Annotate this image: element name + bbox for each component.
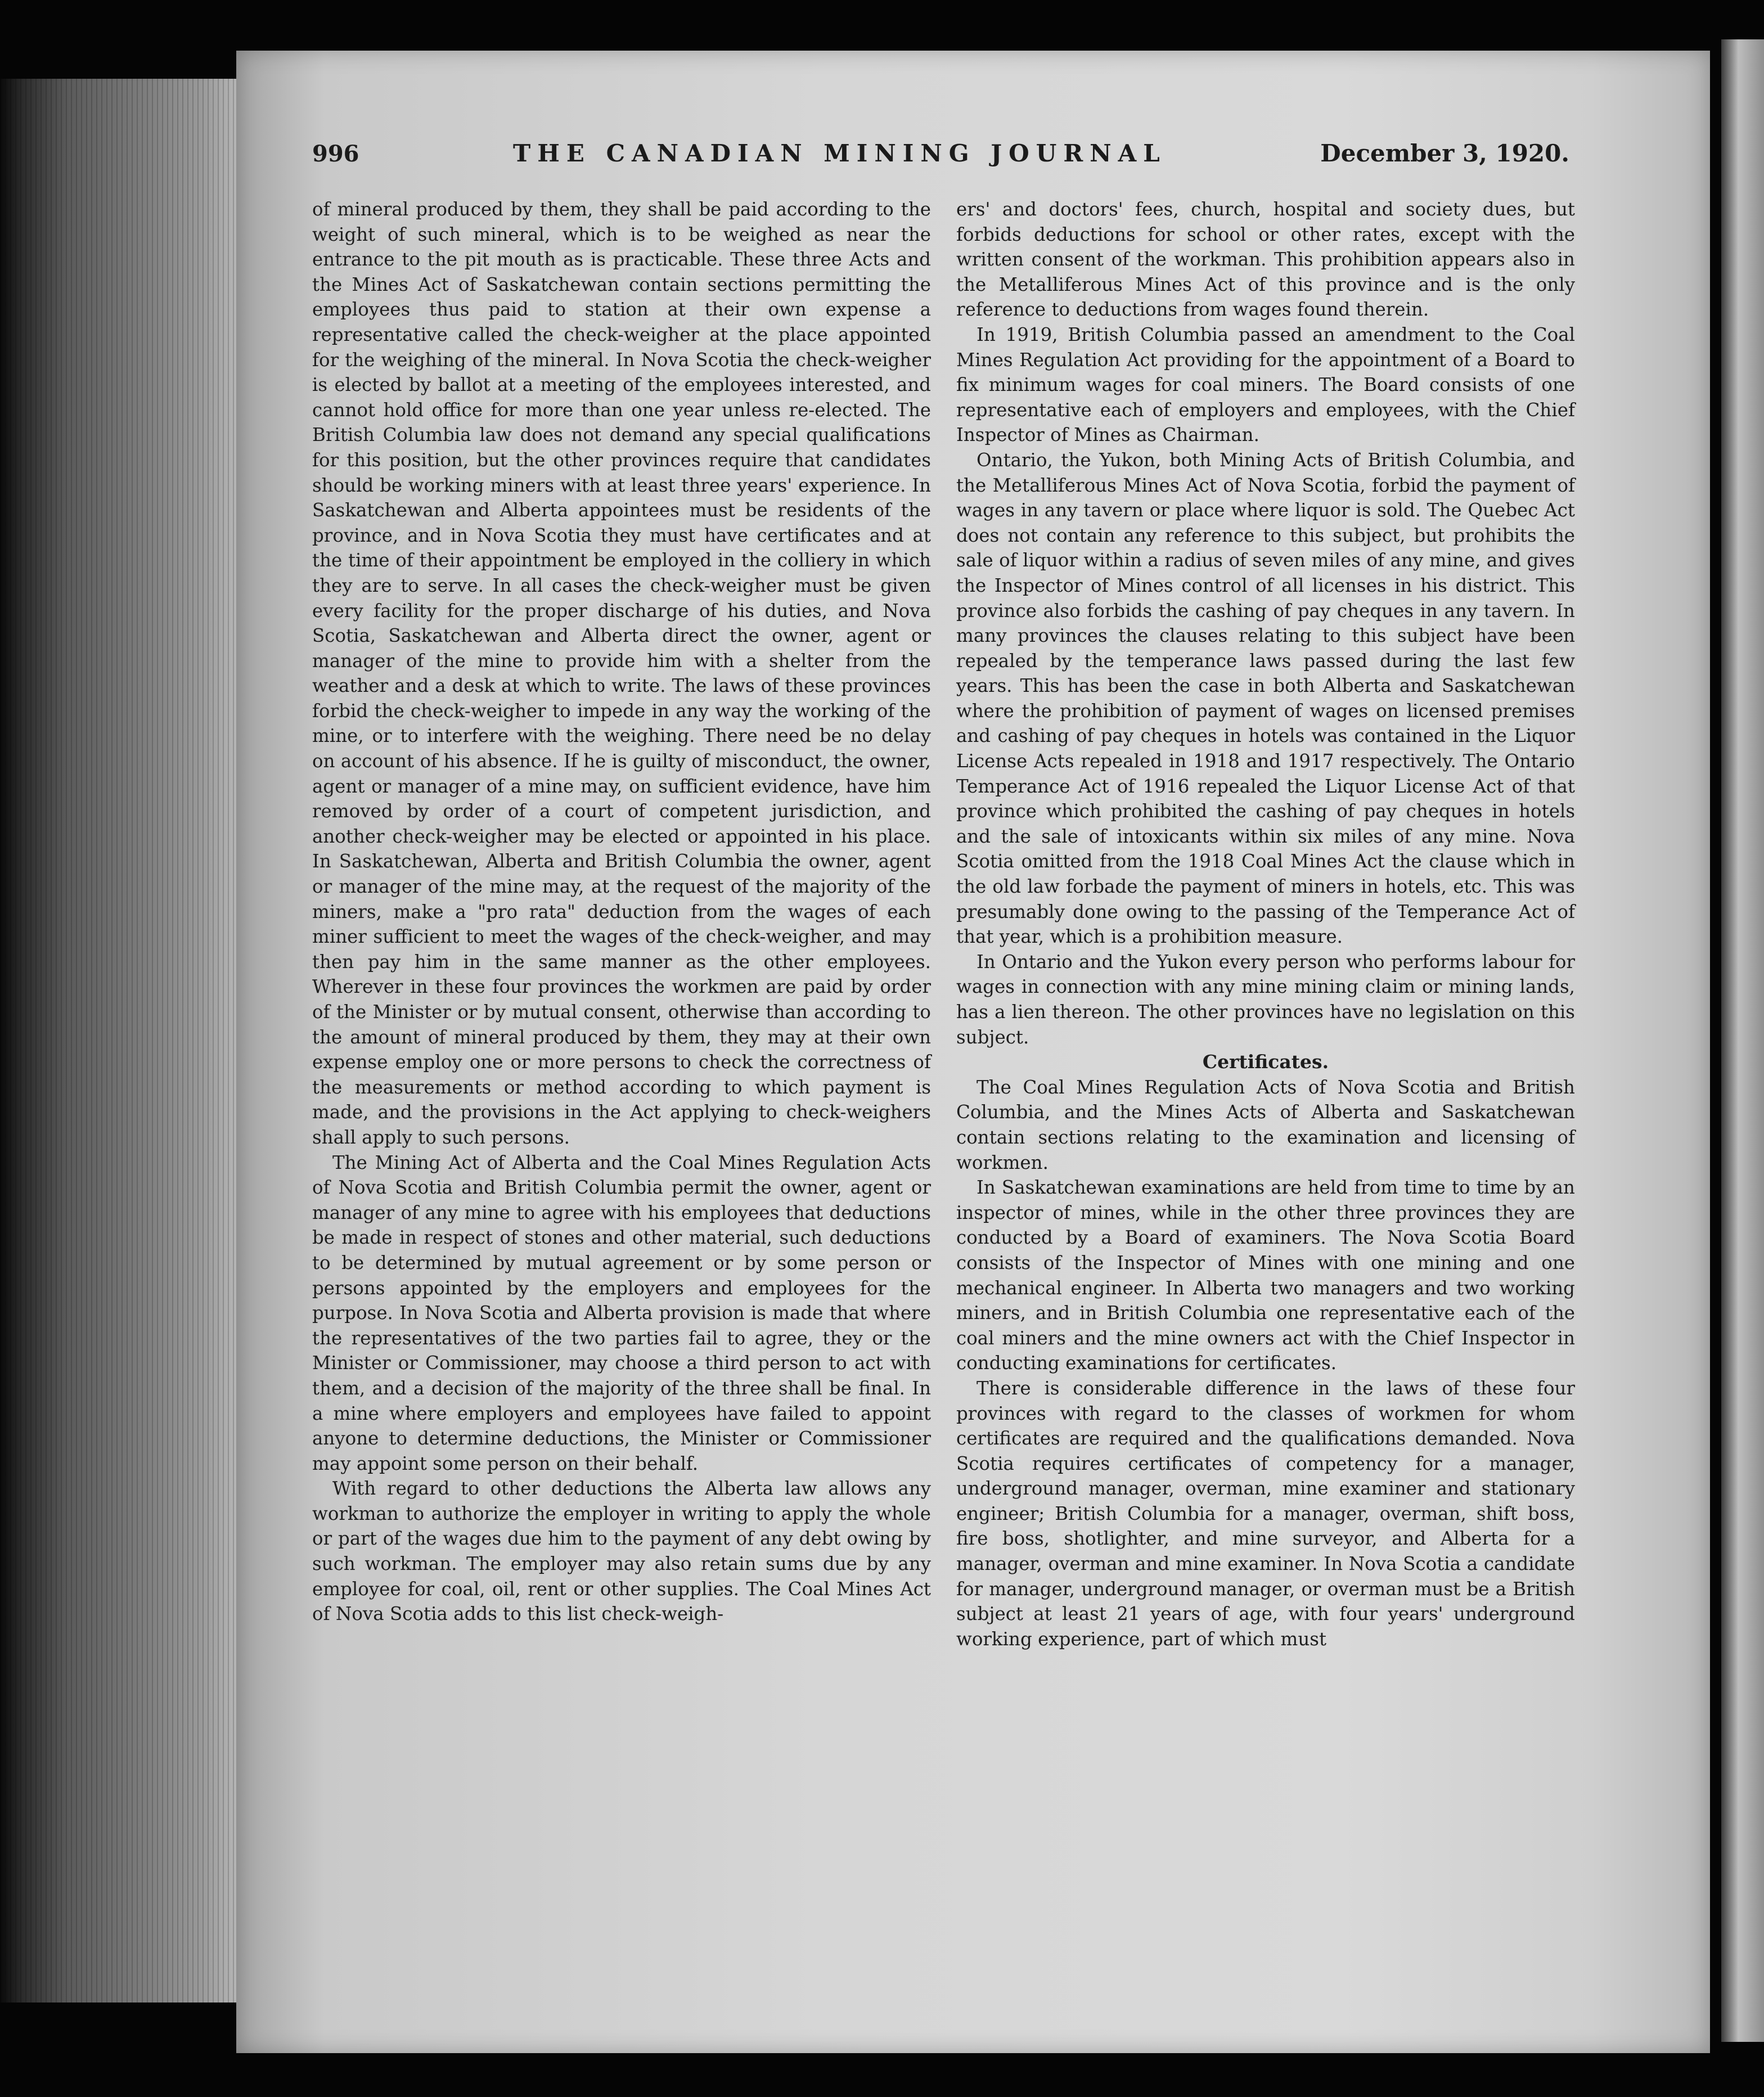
section-heading-certificates: Certificates.: [1202, 1051, 1329, 1073]
page-number: 996: [312, 141, 359, 167]
right-paragraph-1: ers' and doctors' fees, church, hospital and society dues, but forbids deductions for school or other rates, except with the written consent of the workman. This prohibition appears also in the Metalliferous Mines Act of this province and is the only reference to deductions from wages found therein.: [956, 199, 1575, 321]
right-paragraph-3: Ontario, the Yukon, both Mining Acts of British Columbia, and the Metalliferous Mines Act of Nova Scotia, forbid the payment of wages in any tavern or place where liquor is sold. The Quebec Act does not contain any reference to this subject, but prohibits the sale of liquor within a radius of seven miles of any mine, and gives the Inspector of Mines control of all licenses in his district. This province also forbids the cashing of pay cheques in any tavern. In many provinces the clauses relating to this subject have been repealed by the temperance laws passed during the last few years. This has been the case in both Alberta and Saskatchewan where the prohibition of payment of wages on licensed premises and cashing of pay cheques in hotels was contained in the Liquor License Acts repealed in 1918 and 1917 respectively. The Ontario Temperance Act of 1916 repealed the Liquor License Act of that province which prohibited the cashing of pay cheques in hotels and the sale of intoxicants within six miles of any mine. Nova Scotia omitted from the 1918 Coal Mines Act the clause which in the old law forbade the payment of miners in hotels, etc. This was presumably done owing to the passing of the Temperance Act of that year, which is a prohibition measure.: [956, 449, 1575, 948]
left-paragraph-3: With regard to other deductions the Alberta law allows any workman to authorize the employer in writing to apply the whole or part of the wages due him to the payment of any debt owing by such workman. The employer may also retain sums due by any employee for coal, oil, rent or other supplies. The Coal Mines Act of Nova Scotia adds to this list check-weigh-: [312, 1478, 931, 1625]
right-paragraph-2: In 1919, British Columbia passed an amendment to the Coal Mines Regulation Act providing for the appointment of a Board to fix minimum wages for coal miners. The Board consists of one representative each of employers and employees, with the Chief Inspector of Mines as Chairman.: [956, 323, 1575, 446]
right-paragraph-6: In Saskatchewan examinations are held from time to time by an inspector of mines, while in the other three provinces they are conducted by a Board of examiners. The Nova Scotia Board consists of the Inspector of Mines with one mining and one mechanical engineer. In Alberta two managers and two working miners, and in British Columbia one representative each of the coal miners and the mine owners act with the Chief Inspector in conducting examinations for certificates.: [956, 1177, 1575, 1374]
left-paragraph-2: The Mining Act of Alberta and the Coal Mines Regulation Acts of Nova Scotia and British Columbia permit the owner, agent or manager of any mine to agree with his employees that deductions be made in respect of stones and other material, such deductions to be determined by mutual agreement or by some person or persons appointed by the employers and employees for the purpose. In Nova Scotia and Alberta provision is made that where the representatives of the two parties fail to agree, they or the Minister or Commissioner, may choose a third person to act with them, and a decision of the majority of the three shall be final. In a mine where employers and employees have failed to appoint anyone to determine deductions, the Minister or Commissioner may appoint some person on their behalf.: [312, 1151, 931, 1474]
left-column: [312, 197, 931, 1627]
right-column: [956, 197, 1575, 1652]
right-paragraph-4: In Ontario and the Yukon every person who performs labour for wages in connection with any mine mining claim or mining lands, has a lien thereon. The other provinces have no legislation on this subject.: [956, 951, 1575, 1048]
page-header: [312, 140, 1569, 173]
journal-title: THE CANADIAN MINING JOURNAL: [513, 140, 1167, 167]
next-page-edge: [1721, 39, 1764, 2042]
issue-date: December 3, 1920.: [1320, 140, 1569, 167]
right-paragraph-7: There is considerable difference in the laws of these four provinces with regard to the classes of workmen for whom certificates are required and the qualifications demanded. Nova Scotia requires certificates of competency for a manager, underground manager, overman, mine examiner and stationary engineer; British Columbia for a manager, overman, shift boss, fire boss, shotlighter, and mine surveyor, and Alberta for a manager, overman and mine examiner. In Nova Scotia a candidate for manager, underground manager, or overman must be a British subject at least 21 years of age, with four years' underground working experience, part of which must: [956, 1377, 1575, 1650]
right-paragraph-5: The Coal Mines Regulation Acts of Nova Scotia and British Columbia, and the Mines Acts of Alberta and Saskatchewan contain sections relating to the examination and licensing of workmen.: [956, 1076, 1575, 1173]
book-page-edges: [0, 79, 236, 2002]
left-paragraph-1: of mineral produced by them, they shall be paid according to the weight of such mineral, which is to be weighed as near the entrance to the pit mouth as is practicable. These three Acts and the Mines Act of Saskatchewan contain sections permitting the employees thus paid to station at their own expense a representative called the check-weigher at the place appointed for the weighing of the mineral. In Nova Scotia the check-weigher is elected by ballot at a meeting of the employees interested, and cannot hold office for more than one year unless re-elected. The British Columbia law does not demand any special qualifications for this position, but the other provinces require that candidates should be working miners with at least three years' experience. In Saskatchewan and Alberta appointees must be residents of the province, and in Nova Scotia they must have certificates and at the time of their appointment be employed in the colliery in which they are to serve. In all cases the check-weigher must be given every facility for the proper discharge of his duties, and Nova Scotia, Saskatchewan and Alberta direct the owner, agent or manager of the mine to provide him with a shelter from the weather and a desk at which to write. The laws of these provinces forbid the check-weigher to impede in any way the working of the mine, or to interfere with the weighing. There need be no delay on account of his absence. If he is guilty of misconduct, the owner, agent or manager of a mine may, on sufficient evidence, have him removed by order of a court of competent jurisdiction, and another check-weigher may be elected or appointed in his place. In Saskatchewan, Alberta and British Columbia the owner, agent or manager of the mine may, at the request of the majority of the miners, make a "pro rata" deduction from the wages of each miner sufficient to meet the wages of the check-weigher, and may then pay him in the same manner as the other employees. Wherever in these four provinces the workmen are paid by order of the Minister or by mutual consent, otherwise than according to the amount of mineral produced by them, they may at their own expense employ one or more persons to check the correctness of the measurements or method according to which payment is made, and the provisions in the Act applying to check-weighers shall apply to such persons.: [312, 199, 931, 1148]
